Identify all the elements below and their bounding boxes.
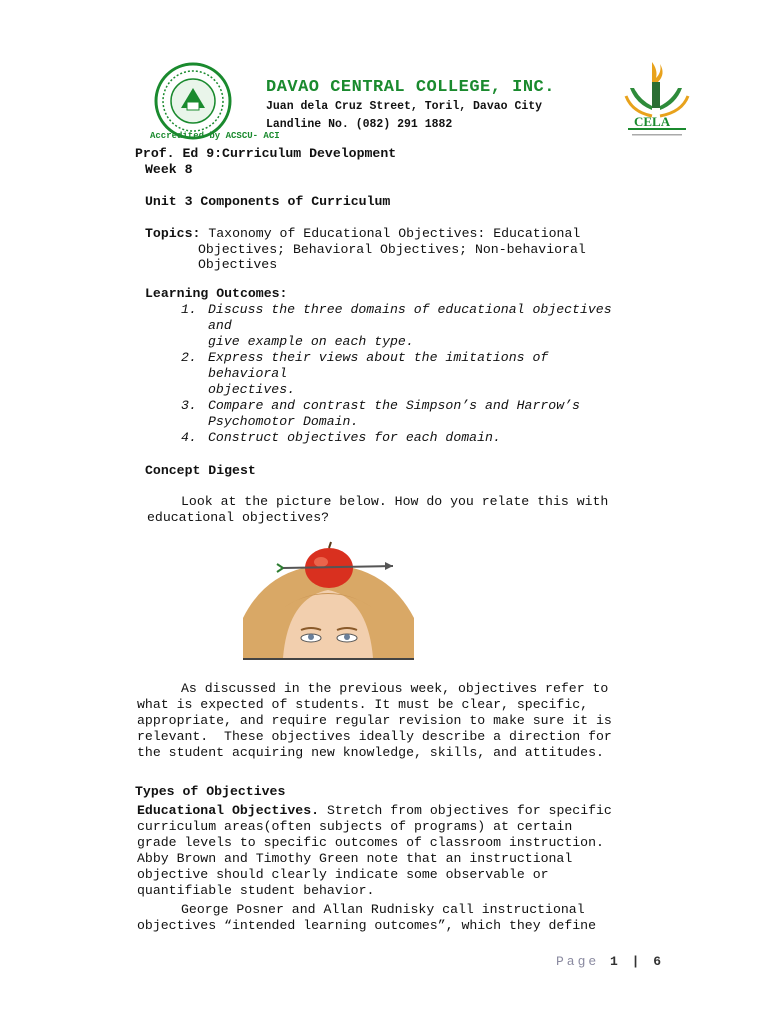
college-name: DAVAO CENTRAL COLLEGE, INC. <box>266 78 555 97</box>
edu-objectives-text-1: Stretch from objectives for specific <box>326 803 612 818</box>
topics-line-1 <box>145 226 580 242</box>
outcome-3-line-1: Compare and contrast the Simpson’s and Harrow’s <box>208 398 580 413</box>
learning-outcomes-heading: Learning Outcomes: <box>145 286 288 301</box>
outcome-2-num: 2. <box>181 350 197 365</box>
paragraph1-line-4: relevant. These objectives ideally describe a direction for <box>137 729 612 744</box>
apple-on-head-photo <box>243 538 414 660</box>
page-word: Page <box>556 954 600 969</box>
outcome-1-num: 1. <box>181 302 197 317</box>
outcome-3-line-2: Psychomotor Domain. <box>208 414 359 429</box>
accreditation-note: Accredited by ACSCU- ACI <box>150 131 280 141</box>
topics-text-2: Objectives; Behavioral Objectives; Non-behavioral <box>198 242 586 257</box>
concept-prompt-line-2: educational objectives? <box>147 510 330 525</box>
cela-logo <box>622 58 692 142</box>
concept-prompt-line-1: Look at the picture below. How do you relate this with <box>181 494 609 509</box>
outcome-2-line-2: behavioral <box>208 366 288 381</box>
posner-line-1: George Posner and Allan Rudnisky call instructional <box>181 902 585 917</box>
outcome-4-line-1: Construct objectives for each domain. <box>208 430 501 445</box>
posner-line-2: objectives “intended learning outcomes”, which they define <box>137 918 596 933</box>
edu-objectives-line-6: quantifiable student behavior. <box>137 883 375 898</box>
outcome-2-line-1: Express their views about the imitations of <box>208 350 549 365</box>
topics-label: Topics: <box>145 226 201 241</box>
course-title: Prof. Ed 9:Curriculum Development <box>135 146 397 161</box>
page-total: 6 <box>653 954 665 969</box>
page-footer <box>556 954 664 969</box>
cela-logo-text: CELA <box>634 114 671 129</box>
edu-objectives-line-4: Abby Brown and Timothy Green note that an instructional <box>137 851 573 866</box>
page-separator: | <box>631 954 643 969</box>
paragraph1-line-5: the student acquiring new knowledge, skills, and attitudes. <box>137 745 604 760</box>
paragraph1-line-2: what is expected of students. It must be clear, specific, <box>137 697 589 712</box>
outcome-1-line-3: give example on each type. <box>208 334 414 349</box>
college-address: Juan dela Cruz Street, Toril, Davao City <box>266 100 543 113</box>
edu-objectives-label: Educational Objectives. <box>137 803 320 818</box>
edu-objectives-line-5: objective should clearly indicate some observable or <box>137 867 549 882</box>
outcome-3-num: 3. <box>181 398 197 413</box>
college-seal-logo <box>154 62 232 140</box>
edu-objectives-line-3: grade levels to specific outcomes of classroom instruction. <box>137 835 604 850</box>
paragraph1-line-3: appropriate, and require regular revision to make sure it is <box>137 713 612 728</box>
edu-objectives-line-2: curriculum areas(often subjects of programs) at certain <box>137 819 573 834</box>
outcome-2-line-3: objectives. <box>208 382 296 397</box>
topics-text-1: Taxonomy of Educational Objectives: Educational <box>208 226 581 241</box>
outcome-4-num: 4. <box>181 430 197 445</box>
college-landline: Landline No. (082) 291 1882 <box>266 118 453 131</box>
page-number: 1 <box>610 954 621 969</box>
unit-title: Unit 3 Components of Curriculum <box>145 194 391 209</box>
outcome-1-line-2: and <box>208 318 232 333</box>
topics-text-3: Objectives <box>198 257 278 272</box>
paragraph1-line-1: As discussed in the previous week, objectives refer to <box>181 681 609 696</box>
types-heading: Types of Objectives <box>135 784 286 799</box>
edu-objectives-line-1 <box>137 803 612 819</box>
week-label: Week 8 <box>145 162 193 177</box>
concept-digest-heading: Concept Digest <box>145 463 256 478</box>
outcome-1-line-1: Discuss the three domains of educational objectives <box>208 302 612 317</box>
